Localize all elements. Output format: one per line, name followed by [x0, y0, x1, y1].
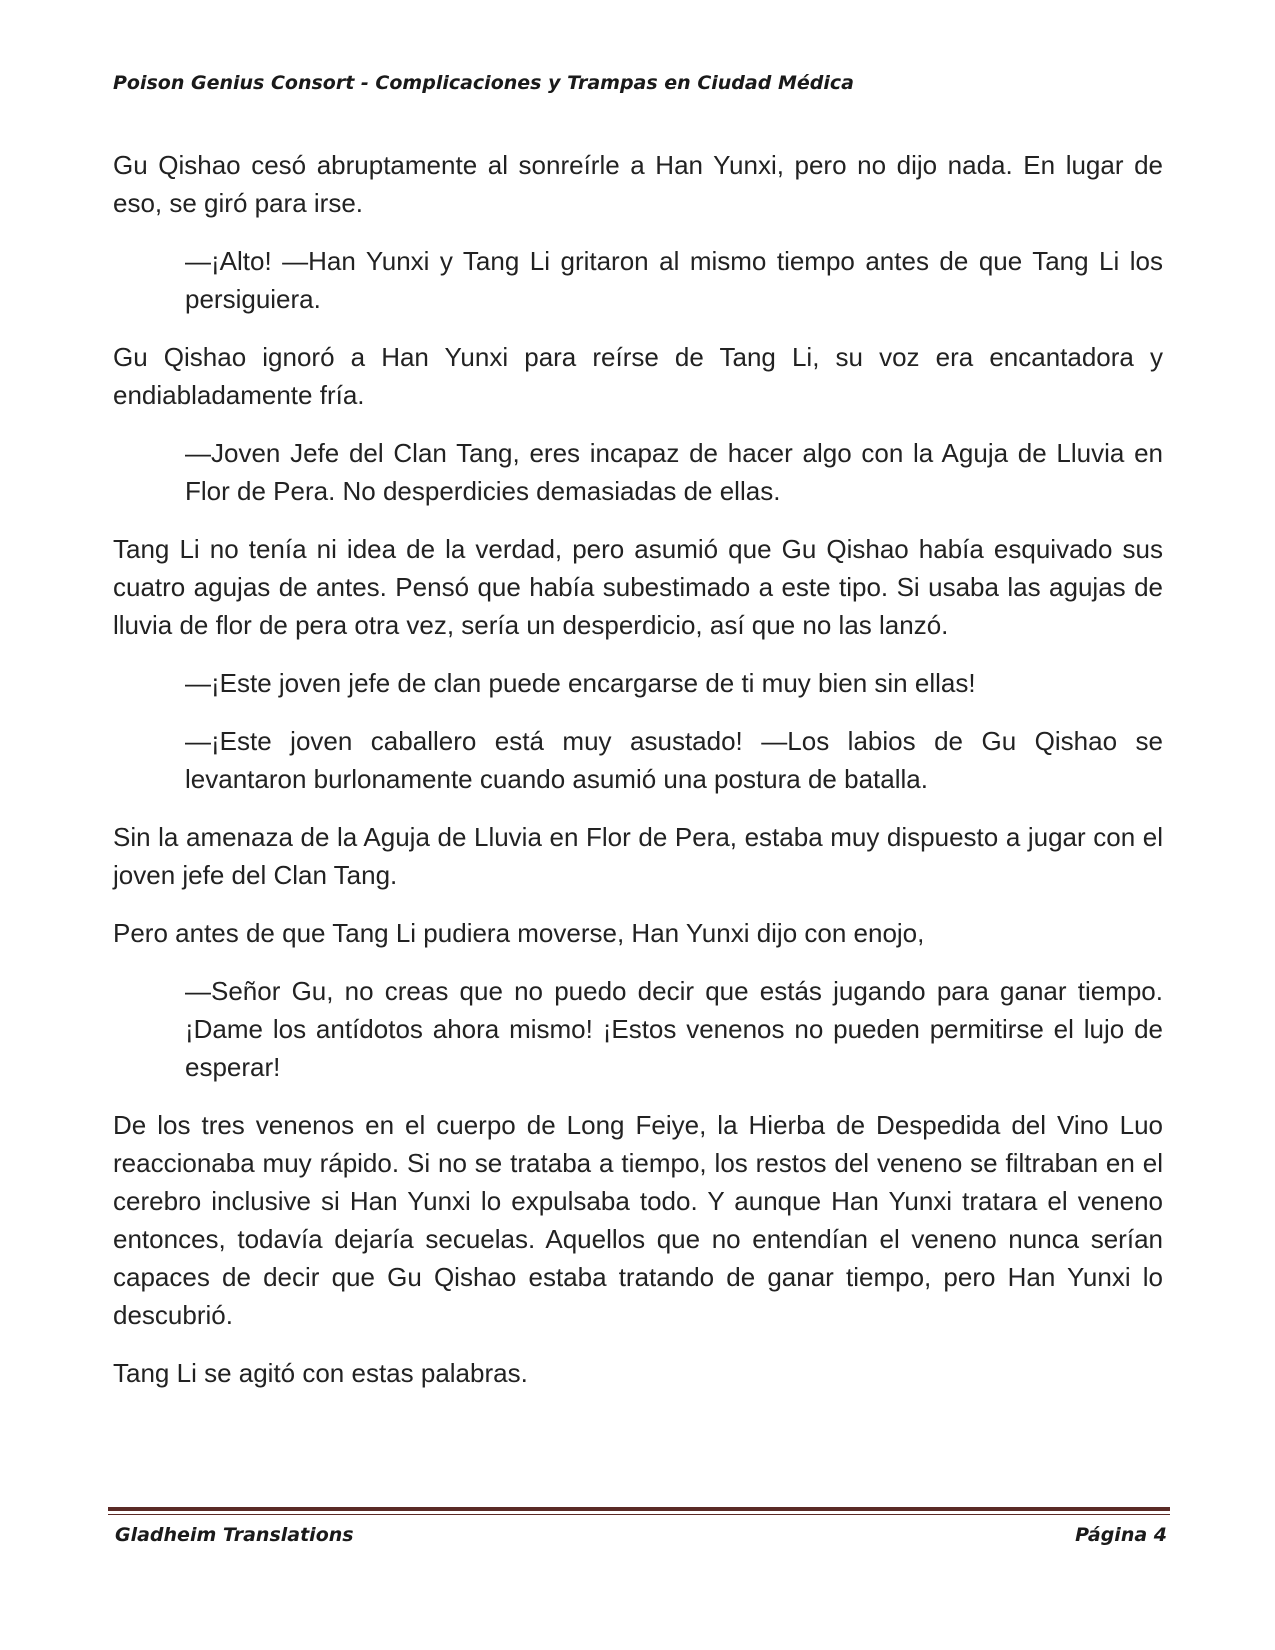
paragraph-narration: Tang Li se agitó con estas palabras. [113, 1358, 528, 1388]
page-header-title: Poison Genius Consort - Complicaciones y Trampas en Ciudad Médica [113, 72, 854, 94]
paragraph-narration: Tang Li no tenía ni idea de la verdad, pero asumió que Gu Qishao había esquivado sus cuatro agujas de antes. Pensó que había subestimado a este tipo. Si usaba las agujas de lluvia de flor de pera otra vez, sería un desperdicio, así que no las lanzó. [113, 534, 1163, 640]
paragraph-narration: De los tres venenos en el cuerpo de Long Feiye, la Hierba de Despedida del Vino Luo reaccionaba muy rápido. Si no se trataba a tiempo, los restos del veneno se filtraban en el cerebro inclusive si Han Yunxi lo expulsaba todo. Y aunque Han Yunxi tratara el veneno entonces, todavía dejaría secuelas. Aquellos que no entendían el veneno nunca serían capaces de decir que Gu Qishao estaba tratando de ganar tiempo, pero Han Yunxi lo descubrió. [113, 1110, 1163, 1330]
paragraph-dialogue: —Joven Jefe del Clan Tang, eres incapaz de hacer algo con la Aguja de Lluvia en Flor de Pera. No desperdicies demasiadas de ellas. [185, 438, 1163, 506]
paragraph-narration: Pero antes de que Tang Li pudiera moverse, Han Yunxi dijo con enojo, [113, 918, 925, 948]
footer-divider-thin-line [108, 1514, 1170, 1515]
footer-publisher: Gladheim Translations [115, 1524, 354, 1546]
footer-page-number: Página 4 [1075, 1524, 1167, 1546]
paragraph-dialogue: —Señor Gu, no creas que no puedo decir que estás jugando para ganar tiempo. ¡Dame los antídotos ahora mismo! ¡Estos venenos no pueden permitirse el lujo de esperar! [185, 976, 1163, 1082]
paragraph-narration: Gu Qishao ignoró a Han Yunxi para reírse de Tang Li, su voz era encantadora y endiabladamente fría. [113, 342, 1163, 410]
paragraph-dialogue: —¡Alto! —Han Yunxi y Tang Li gritaron al mismo tiempo antes de que Tang Li los persiguiera. [185, 246, 1163, 314]
paragraph-dialogue: —¡Este joven caballero está muy asustado! —Los labios de Gu Qishao se levantaron burlonamente cuando asumió una postura de batalla. [185, 726, 1163, 794]
paragraph-narration: Sin la amenaza de la Aguja de Lluvia en Flor de Pera, estaba muy dispuesto a jugar con el joven jefe del Clan Tang. [113, 822, 1163, 890]
footer-divider [108, 1507, 1170, 1516]
paragraph-dialogue: —¡Este joven jefe de clan puede encargarse de ti muy bien sin ellas! [185, 668, 976, 698]
document-body [113, 146, 1163, 1412]
footer-divider-thick-line [108, 1507, 1170, 1511]
paragraph-narration: Gu Qishao cesó abruptamente al sonreírle a Han Yunxi, pero no dijo nada. En lugar de eso, se giró para irse. [113, 150, 1163, 218]
